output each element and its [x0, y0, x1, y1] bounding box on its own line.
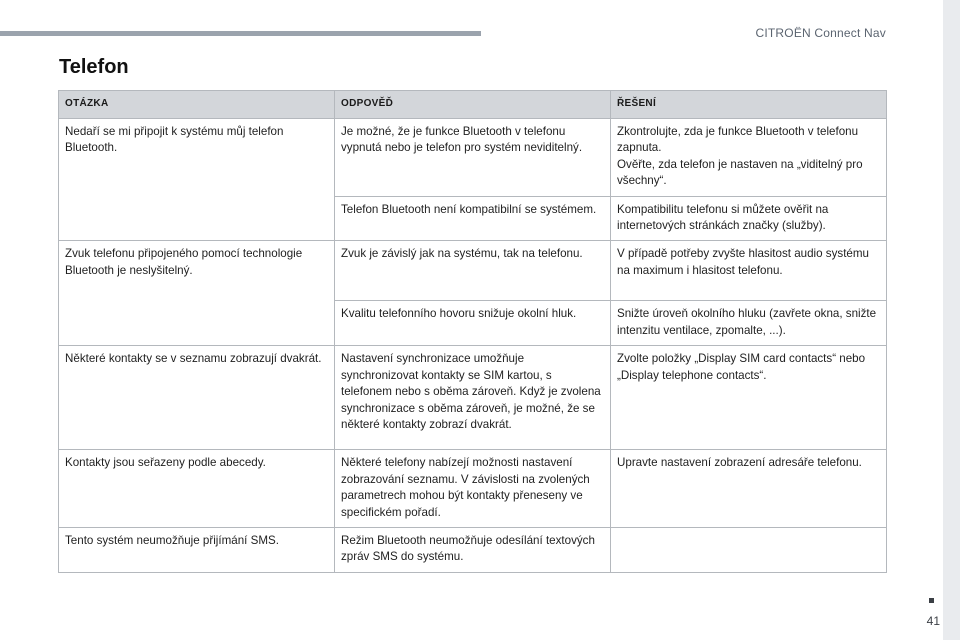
- column-header-question: OTÁZKA: [59, 91, 335, 119]
- table-row: [59, 119, 887, 197]
- page-title: Telefon: [59, 56, 129, 78]
- answer-cell: Je možné, že je funkce Bluetooth v telefonu vypnutá nebo je telefon pro systém neviditelný.: [335, 119, 611, 197]
- table-row: [59, 241, 887, 301]
- table-row: [59, 450, 887, 528]
- side-strip: [943, 0, 960, 640]
- solution-cell: Kompatibilitu telefonu si můžete ověřit na internetových stránkách značky (služby).: [611, 196, 887, 241]
- brand-label: CITROËN Connect Nav: [755, 26, 886, 40]
- table-row: [59, 346, 887, 450]
- question-cell: Kontakty jsou seřazeny podle abecedy.: [59, 450, 335, 528]
- column-header-solution: ŘEŠENÍ: [611, 91, 887, 119]
- answer-cell: Nastavení synchronizace umožňuje synchronizovat kontakty se SIM kartou, s telefonem nebo s oběma zároveň. Když je zvolena synchronizace s oběma zároveň, je možné, že se některé kontakty zobrazí dvakrát.: [335, 346, 611, 450]
- solution-cell: Upravte nastavení zobrazení adresáře telefonu.: [611, 450, 887, 528]
- table-header-row: [59, 91, 887, 119]
- question-cell: Zvuk telefonu připojeného pomocí technologie Bluetooth je neslyšitelný.: [59, 241, 335, 346]
- solution-cell: Snižte úroveň okolního hluku (zavřete okna, snižte intenzitu ventilace, zpomalte, ...).: [611, 301, 887, 346]
- faq-table: [58, 90, 887, 573]
- column-header-answer: ODPOVĚĎ: [335, 91, 611, 119]
- answer-cell: Zvuk je závislý jak na systému, tak na telefonu.: [335, 241, 611, 301]
- page-marker-square: [929, 598, 934, 603]
- question-cell: Tento systém neumožňuje přijímání SMS.: [59, 528, 335, 573]
- solution-cell: Zkontrolujte, zda je funkce Bluetooth v telefonu zapnuta. Ověřte, zda telefon je nastaven na „viditelný pro všechny“.: [611, 119, 887, 197]
- table-row: [59, 528, 887, 573]
- solution-cell: V případě potřeby zvyšte hlasitost audio systému na maximum i hlasitost telefonu.: [611, 241, 887, 301]
- solution-cell: Zvolte položky „Display SIM card contacts“ nebo „Display telephone contacts“.: [611, 346, 887, 450]
- answer-cell: Telefon Bluetooth není kompatibilní se systémem.: [335, 196, 611, 241]
- question-cell: Nedaří se mi připojit k systému můj telefon Bluetooth.: [59, 119, 335, 241]
- question-cell: Některé kontakty se v seznamu zobrazují dvakrát.: [59, 346, 335, 450]
- header-rule: [0, 31, 481, 36]
- answer-cell: Kvalitu telefonního hovoru snižuje okolní hluk.: [335, 301, 611, 346]
- answer-cell: Režim Bluetooth neumožňuje odesílání textových zpráv SMS do systému.: [335, 528, 611, 573]
- solution-cell: [611, 528, 887, 573]
- page-number: 41: [926, 614, 940, 628]
- answer-cell: Některé telefony nabízejí možnosti nastavení zobrazování seznamu. V závislosti na zvolených parametrech mohou být kontakty přeneseny ve specifickém pořadí.: [335, 450, 611, 528]
